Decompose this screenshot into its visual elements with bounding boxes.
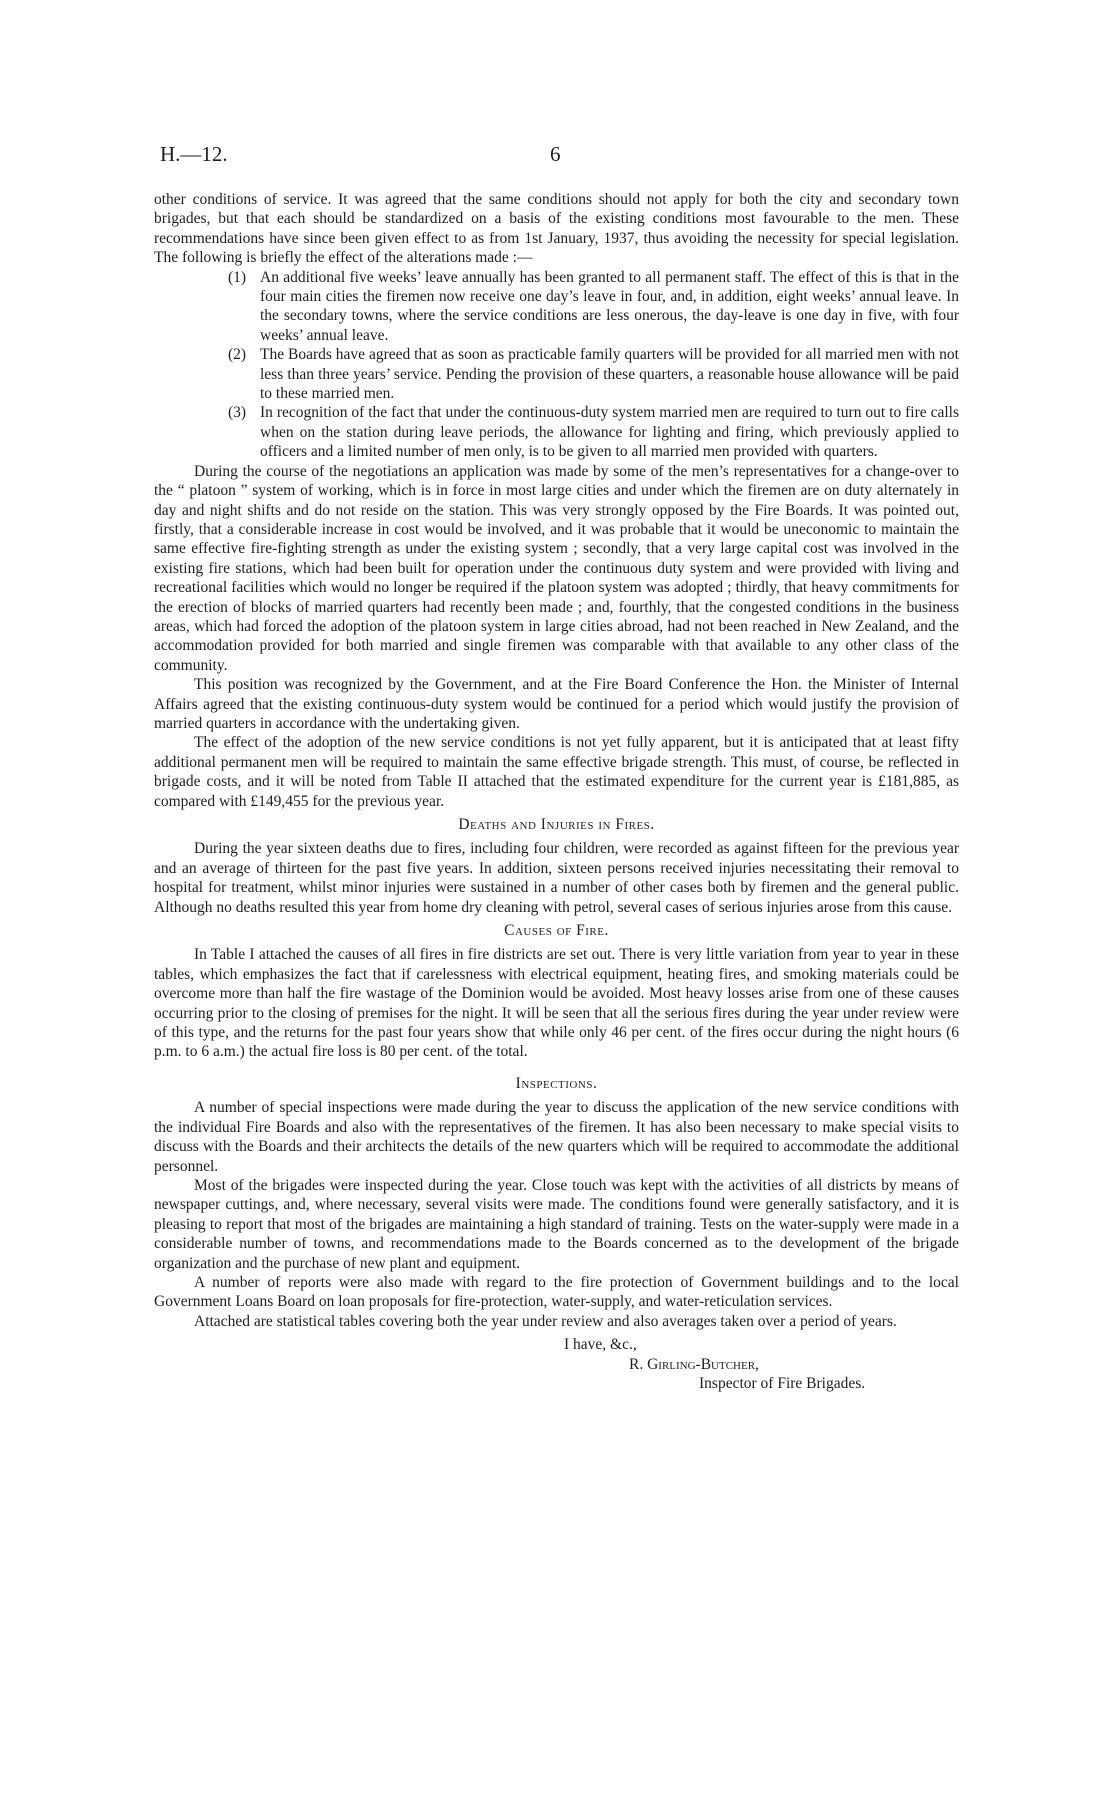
- paragraph-deaths: During the year sixteen deaths due to fires, including four children, were recorded as against fifteen for the previous year and an average of thirteen for the past five years. In addition, sixteen persons received injuries necessitating their removal to hospital for treatment, whilst minor injuries were sustained in a number of other cases both by firemen and the general public. Although no deaths resulted this year from home dry cleaning with petrol, several cases of serious injuries arose from this cause.: [154, 840, 959, 916]
- paragraph-inspections-3: A number of reports were also made with regard to the fire protection of Government buildings and to the local Government Loans Board on loan proposals for fire-protection, water-supply, and water-reticulation services.: [154, 1273, 959, 1311]
- signature-block: [154, 1335, 959, 1393]
- document-body: [154, 190, 959, 1393]
- list-item-number: (2): [228, 346, 247, 364]
- heading-inspections: Inspections.: [515, 1074, 598, 1092]
- document-reference: H.—12.: [160, 142, 228, 166]
- list-item-text: An additional five weeks’ leave annually has been granted to all permanent staff. The effect of this is that in the four main cities the firemen now receive one day’s leave in four, and, in addition, eight weeks’ annual leave. In the secondary towns, where the service conditions are less onerous, the day-leave is one day in five, with four weeks’ annual leave.: [260, 268, 959, 344]
- list-item-number: (3): [228, 404, 247, 422]
- list-item: [228, 345, 959, 403]
- heading-deaths: Deaths and Injuries in Fires.: [458, 816, 655, 833]
- list-item: [228, 268, 959, 346]
- signature-name: R. Girling-Butcher,: [629, 1355, 759, 1373]
- list-item-text: In recognition of the fact that under the continuous-duty system married men are required to turn out to fire calls when on the station during leave periods, the allowance for lighting and firing, which previously applied to officers and a limited number of men only, is to be given to all married men provided with quarters.: [260, 404, 959, 461]
- paragraph-position: This position was recognized by the Government, and at the Fire Board Conference the Hon. the Minister of Internal Affairs agreed that the existing continuous-duty system would be continued for a period which would justify the provision of married quarters in accordance with the undertaking given.: [154, 676, 959, 732]
- paragraph-causes: In Table I attached the causes of all fires in fire districts are set out. There is very little variation from year to year in these tables, which emphasizes the fact that if carelessness with electrical equipment, heating fires, and smoking materials could be overcome more than half the fire wastage of the Dominion would be avoided. Most heavy losses arise from one of these causes occurring prior to the closing of premises for the night. It will be seen that all the serious fires during the year under review were of this type, and the returns for the past four years show that while only 46 per cent. of the fires occur during the night hours (6 p.m. to 6 a.m.) the actual fire loss is 80 per cent. of the total.: [154, 946, 959, 1061]
- paragraph-intro: other conditions of service. It was agreed that the same conditions should not apply for both the city and secondary town brigades, but that each should be standardized on a basis of the existing conditions most favourable to the men. These recommendations have since been given effect to as from 1st January, 1937, thus avoiding the necessity for special legislation. The following is briefly the effect of the alterations made :—: [154, 191, 959, 267]
- paragraph-inspections-2: Most of the brigades were inspected during the year. Close touch was kept with the activities of all districts by means of newspaper cuttings, and, where necessary, several visits were made. The conditions found were generally satisfactory, and it is pleasing to report that most of the brigades are maintaining a high standard of training. Tests on the water-supply were made in a considerable number of towns, and recommendations made to the Boards concerned as to the development of the brigade organization and the purchase of new plant and equipment.: [154, 1176, 959, 1272]
- paragraph-inspections-1: A number of special inspections were made during the year to discuss the application of the new service conditions with the individual Fire Boards and also with the representatives of the firemen. It has also been necessary to make special visits to discuss with the Boards and their architects the details of the new quarters which will be required to accommodate the additional personnel.: [154, 1099, 959, 1175]
- page-number: 6: [550, 142, 561, 166]
- page-header: [160, 142, 980, 172]
- list-item-text: The Boards have agreed that as soon as practicable family quarters will be provided for all married men with not less than three years’ service. Pending the provision of these quarters, a reasonable house allowance will be paid to these married men.: [260, 346, 959, 403]
- signature-closing: I have, &c.,: [564, 1336, 637, 1354]
- list-item: [228, 403, 959, 461]
- paragraph-platoon: During the course of the negotiations an application was made by some of the men’s representatives for a change-over to the “ platoon ” system of working, which is in force in most large cities and under which the firemen are on duty alternately in day and night shifts and do not reside on the station. This was very strongly opposed by the Fire Boards. It was pointed out, firstly, that a considerable increase in cost would be involved, and it was probable that it would be uneconomic to maintain the same effective fire-fighting strength as under the existing system ; secondly, that a very large capital cost was involved in the existing fire stations, which had been built for operation under the continuous duty system and were provided with living and recreational facilities which would no longer be required if the platoon system was adopted ; thirdly, that heavy commitments for the erection of blocks of married quarters had recently been made ; and, fourthly, that the congested conditions in the business areas, which had forced the adoption of the platoon system in large cities abroad, had not been reached in New Zealand, and the accommodation provided for both married and single firemen was comparable with that available to any other class of the community.: [154, 462, 959, 674]
- paragraph-attached: Attached are statistical tables covering both the year under review and also averages taken over a period of years.: [194, 1312, 897, 1330]
- list-item-number: (1): [228, 268, 247, 286]
- paragraph-effect: The effect of the adoption of the new service conditions is not yet fully apparent, but it is anticipated that at least fifty additional permanent men will be required to maintain the same effective brigade strength. This must, of course, be reflected in brigade costs, and it will be noted from Table II attached that the estimated expenditure for the current year is £181,885, as compared with £149,455 for the previous year.: [154, 734, 959, 810]
- signature-title: Inspector of Fire Brigades.: [699, 1374, 866, 1392]
- heading-causes: Causes of Fire.: [504, 922, 609, 940]
